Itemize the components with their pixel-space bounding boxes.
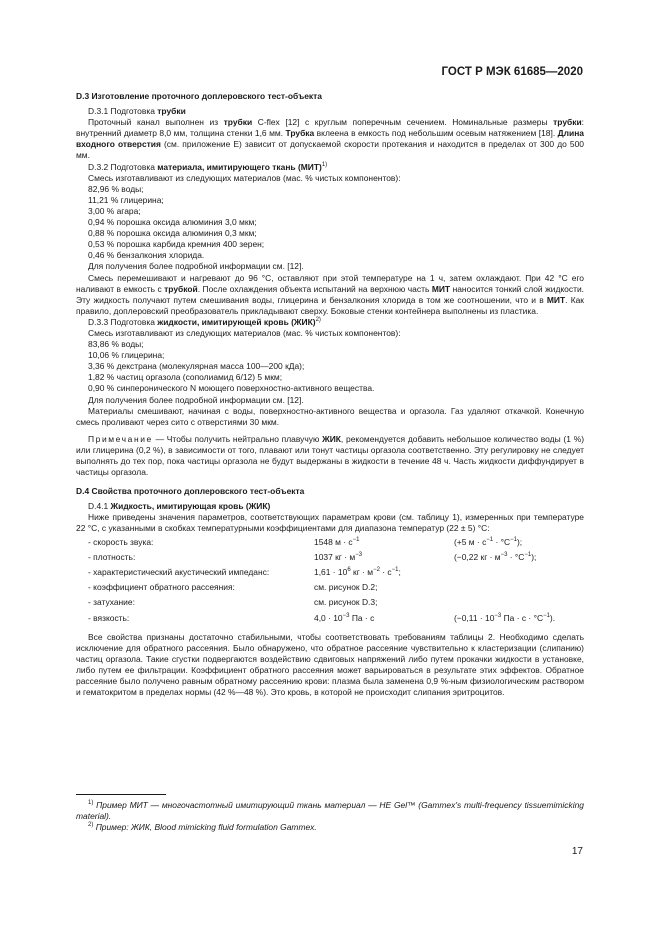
table-row: - характеристический акустический импеданс: $1,61 \cdot 10^6$ кг · $м^{-2} \cdot с^{-1}$; [88, 566, 401, 577]
subsection-title-d3-1: D.3.1 Подготовка трубки [88, 106, 186, 117]
doc-header: ГОСТ Р МЭК 61685—2020 [441, 66, 583, 78]
paragraph-bmf-procedure: Материалы смешивают, начиная с воды, поверхностно-активного вещества и оргазола. Газ удаляют откачкой. Конечную смесь проливают через сито с отверстиями 30 мкм. [76, 405, 584, 427]
table-row: - плотность: 1037 кг · $м^{-3}$ (−0,22 кг · $м^{-3} \cdot ^\circ С^{-1}$); [88, 551, 537, 562]
list-item: 83,86 % воды; [88, 339, 144, 350]
tmm-intro: Смесь изготавливают из следующих материалов (мас. % чистых компонентов): [88, 172, 401, 183]
list-item: 0,90 % синперонического N моющего поверхностно-активного вещества. [88, 383, 375, 394]
list-item: 3,36 % декстрана (молекулярная масса 100—200 кДа); [88, 361, 305, 372]
list-item: 1,82 % частиц оргазола (сополиамид 6/12) 5 мкм; [88, 372, 283, 383]
tmm-more-info: Для получения более подробной информации см. [12]. [88, 261, 304, 272]
paragraph-stability: Все свойства признаны достаточно стабильными, чтобы соответствовать требованиям таблицы 2. Необходимо сделать исключение для обратного рассеяния. Было обнаружено, что обратное рассеяние чувствительно к кластеризации (слипанию) частиц оргазола. Такие сгустки подвергаются воздействию сдвиговых напряжений либо путем прокачки жидкости в установке, либо путем ее фильтрации. Коэффициент обратного рассеяния может варьироваться в результате этих эффектов. Обратное рассеяние было получено равным обратному рассеянию крови: плазма была заменена 0,9 %-ным физиологическим раствором и гематокритом в пределах нормы (42 %—48 %). Это кровь, в которой не происходит слипания эритроцитов. [76, 631, 584, 698]
list-item: 10,06 % глицерина; [88, 350, 165, 361]
list-item: 3,00 % агара; [88, 205, 141, 216]
properties-table [76, 535, 584, 626]
table-row: - затухание: см. рисунок D.3; [88, 597, 378, 608]
bmf-ingredient-list [76, 339, 584, 394]
footnote-rule [76, 794, 166, 795]
main-content [76, 91, 584, 698]
section-heading-d3: D.3 Изготовление проточного доплеровского тест-объекта [76, 91, 322, 101]
page-number: 17 [571, 846, 583, 857]
table-row: - скорость звука: 1548 $м \cdot с^{-1}$ (+5 $м \cdot с^{-1} \cdot ^\circ С^{-1}$); [88, 536, 523, 547]
properties-intro: Ниже приведены значения параметров, соответствующих параметрам крови (см. таблицу 1), измеренных при температуре 22 °С, с указанными в скобках температурными коэффициентами для диапазона температур (22 ± 5) °С: [76, 512, 584, 534]
table-row: - коэффициент обратного рассеяния: см. рисунок D.2; [88, 582, 378, 593]
subsection-title-d3-2: D.3.2 Подготовка материала, имитирующего ткань (МИТ)$^{1)}$ [88, 161, 328, 172]
list-item: 0,53 % порошка карбида кремния 400 зерен; [88, 239, 265, 250]
list-item: 0,94 % порошка оксида алюминия 3,0 мкм; [88, 217, 257, 228]
list-item: 0,88 % порошка оксида алюминия 0,3 мкм; [88, 228, 257, 239]
subsection-title-d4-1: D.4.1 Жидкость, имитирующая кровь (ЖИК) [88, 501, 271, 512]
subsection-title-d3-3: D.3.3 Подготовка жидкости, имитирующей кровь (ЖИК)$^{2)}$ [88, 316, 321, 327]
paragraph-tmm-procedure: Смесь перемешивают и нагревают до 96 °С, оставляют при этой температуре на 1 ч, затем охлаждают. При 42 °С его наливают в емкость с трубкой. После охлаждения объекта испытаний на верхнюю часть МИТ наносится тонкий слой жидкости. Эту жидкость получают путем смешивания воды, глицерина и бензалкония хлорида в том же соотношении, что и в МИТ. Как правило, доплеровский преобразователь прикладывают сверху. Боковые стенки контейнера выполнены из пластика. [76, 272, 584, 316]
paragraph-tube: Проточный канал выполнен из трубки C-flex [12] с круглым поперечным сечением. Номинальные размеры трубки: внутренний диаметр 8,0 мм, толщина стенки 1,6 мм. Трубка вклеена в емкость под небольшим осевым натяжением [18]. Длина входного отверстия (см. приложение Е) зависит от допускаемой скорости протекания и находится в пределах от 300 до 500 мм. [76, 117, 584, 161]
footnote-1: $^{1)}$ Пример МИТ — многочастотный имитирующий ткань материал — HE Gel™ (Gammex's multi-frequency tissuemimicking material). [76, 800, 584, 822]
section-heading-d4: D.4 Свойства проточного доплеровского тест-объекта [76, 486, 305, 497]
note-paragraph: Примечание — Чтобы получить нейтрально плавучую ЖИК, рекомендуется добавить небольшое количество воды (1 %) или глицерина (0,2 %), в зависимости от того, плавают или тонут частицы оргазола соответственно. Эту регулировку не следует выполнять до тех пор, пока частицы оргазола не будут выдержаны в жидкости в течение 48 ч. Часть жидкости диффундирует в частицы оргазола. [76, 433, 585, 478]
tmm-ingredient-list [76, 184, 584, 262]
table-row: - вязкость: $4,0 \cdot 10^{-3}$ Па · с ($-0,11 \cdot 10^{-3}$ Па · $с \cdot ^\circ С^{-1}$). [88, 612, 556, 623]
footnote-2: $^{2)}$ Пример: ЖИК, Blood mimicking fluid formulation Gammex. [88, 822, 317, 833]
bmf-more-info: Для получения более подробной информации см. [12]. [88, 394, 304, 405]
bmf-intro: Смесь изготавливают из следующих материалов (мас. % чистых компонентов): [88, 327, 401, 338]
list-item: 82,96 % воды; [88, 183, 144, 194]
footnotes [76, 800, 584, 833]
list-item: 11,21 % глицерина; [88, 194, 164, 205]
list-item: 0,46 % бензалкония хлорида. [88, 250, 205, 261]
